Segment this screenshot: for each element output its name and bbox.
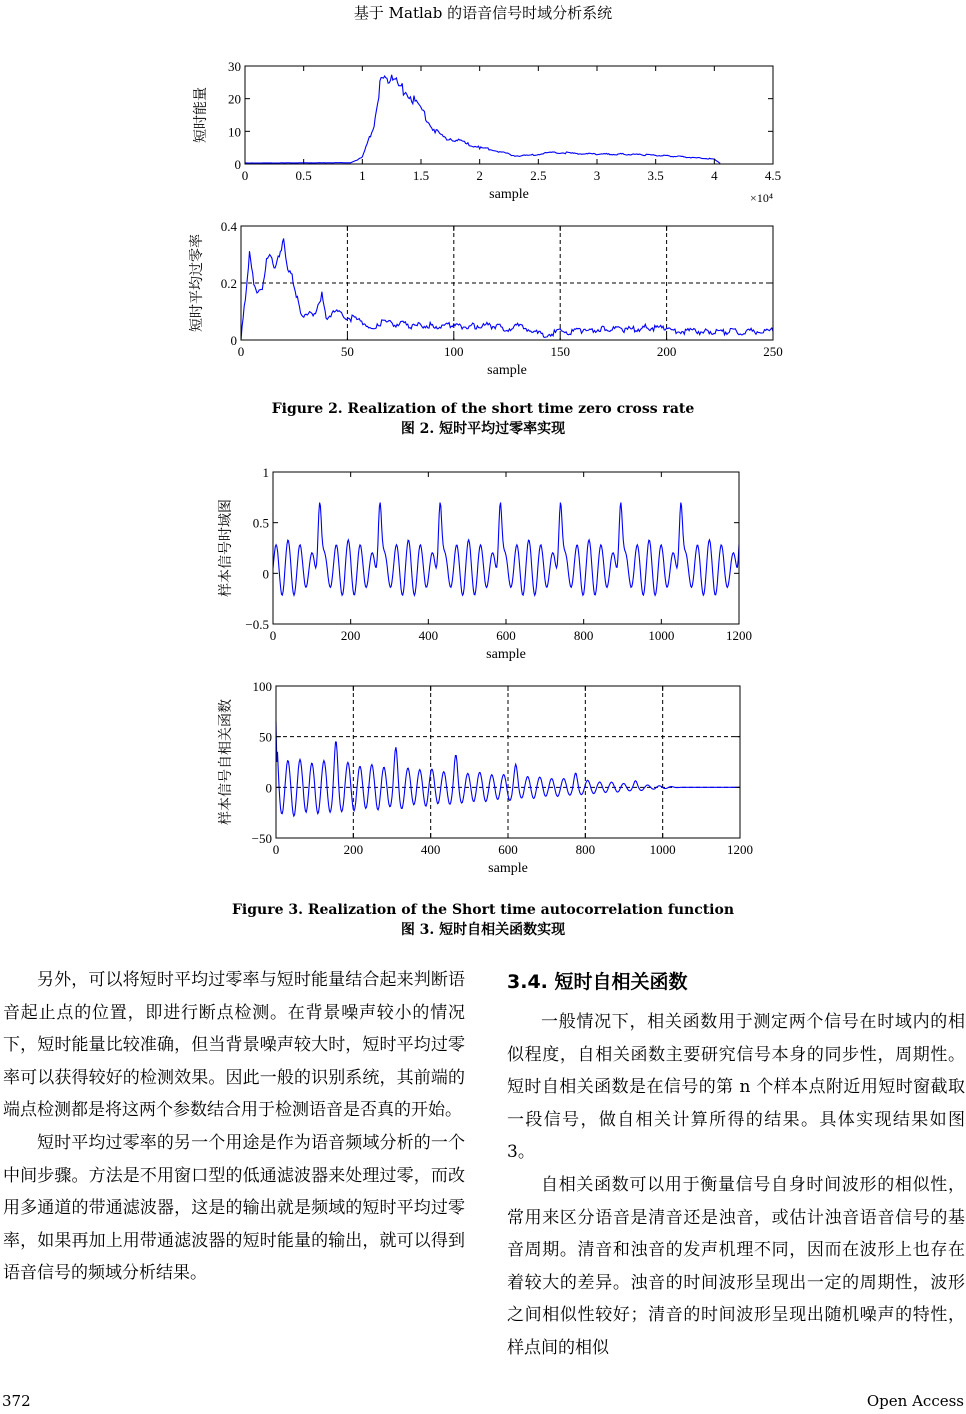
x-axis-label: sample — [489, 187, 529, 202]
data-line — [241, 239, 773, 341]
y-tick-label: 0.5 — [252, 515, 269, 531]
y-tick-label: −0.5 — [245, 617, 269, 632]
y-tick-label: 0 — [262, 566, 269, 582]
x-tick-label: 50 — [340, 344, 354, 359]
x-tick-label: 0.5 — [295, 168, 312, 183]
figure3-caption-en: Figure 3. Realization of the Short time autocorrelation function — [231, 902, 735, 918]
x-tick-label: 4 — [711, 168, 718, 183]
y-tick-label: 50 — [259, 729, 272, 745]
x-tick-label: 4.5 — [764, 168, 782, 183]
sample-signal-chart — [0, 460, 966, 660]
x-tick-label: 3 — [593, 168, 601, 183]
x-tick-label: 400 — [420, 842, 441, 857]
y-tick-label: 0.4 — [220, 219, 237, 234]
x-tick-label: 0 — [269, 628, 277, 643]
y-tick-label: 30 — [228, 59, 241, 74]
paragraph: 一般情况下，相关函数用于测定两个信号在时域内的相似程度，自相关函数主要研究信号本身的同步性，周期性。短时自相关函数是在信号的第 n 个样本点附近用短时窗截取一段信号，做自相关计算所得的结果。具体实现结果如图 3。 — [507, 1012, 965, 1163]
y-tick-label: 0.2 — [220, 276, 237, 291]
x-tick-label: 1200 — [727, 842, 753, 857]
data-line — [245, 75, 720, 164]
y-tick-label: 0 — [265, 780, 272, 796]
body-right-column — [507, 964, 965, 1365]
data-line — [273, 503, 739, 596]
x-tick-label: 200 — [656, 344, 677, 359]
x-tick-label: 150 — [550, 344, 570, 359]
x-tick-label: 800 — [575, 842, 596, 857]
y-tick-label: 1 — [262, 465, 269, 480]
short-time-energy-chart — [0, 56, 966, 216]
x-tick-label: 600 — [496, 628, 516, 643]
x-axis-label: sample — [488, 861, 528, 876]
x-tick-label: 200 — [343, 842, 364, 857]
x-tick-label: 800 — [573, 628, 594, 643]
publisher-label: Open Access — [866, 1392, 964, 1410]
x-tick-label: 1 — [359, 168, 366, 183]
y-tick-label: −50 — [251, 831, 272, 846]
axes-frame — [273, 472, 739, 624]
paragraph: 另外，可以将短时平均过零率与短时能量结合起来判断语音起止点的位置，即进行断点检测。在背景噪声较小的情况下，短时能量比较准确，但当背景噪声较大时，短时平均过零率可以获得较好的检测效果。因此一般的识别系统，其前端的端点检测都是将这两个参数结合用于检测语音是否真的开始。 — [3, 970, 465, 1121]
y-axis-label: 样本信号时域图 — [219, 499, 234, 597]
figure2-caption-en: Figure 2. Realization of the short time zero cross rate — [271, 401, 695, 417]
axes-frame — [245, 66, 773, 164]
x-tick-label: 1000 — [649, 842, 676, 857]
y-axis-label: 短时能量 — [194, 87, 209, 143]
paragraph: 短时平均过零率的另一个用途是作为语音频域分析的一个中间步骤。方法是不用窗口型的低通滤波器来处理过零，而改用多通道的带通滤波器，这是的输出就是频域的短时平均过零率，如果再加上用带通滤波器的短时能量的输出，就可以得到语音信号的频域分析结果。 — [3, 1132, 465, 1284]
figure3-caption-zh: 图 3. 短时自相关函数实现 — [400, 922, 566, 938]
page-number: 372 — [2, 1392, 31, 1410]
x-tick-label: 0 — [272, 842, 280, 857]
section-heading: 3.4. 短时自相关函数 — [507, 971, 688, 993]
running-header: 基于 Matlab 的语音信号时域分析系统 — [353, 4, 613, 22]
y-axis-label: 短时平均过零率 — [190, 234, 205, 332]
x-tick-label: 400 — [418, 628, 439, 643]
y-tick-label: 0 — [230, 333, 237, 348]
x-tick-label: 3.5 — [647, 168, 664, 183]
y-tick-label: 0 — [234, 157, 241, 172]
x-tick-label: 1200 — [726, 628, 752, 643]
y-axis-label: 样本信号自相关函数 — [219, 699, 234, 825]
x-tick-label: 1000 — [648, 628, 675, 643]
x-tick-label: 0 — [241, 168, 249, 183]
x-tick-label: 600 — [498, 842, 518, 857]
x-tick-label: 200 — [340, 628, 361, 643]
paragraph: 自相关函数可以用于衡量信号自身时间波形的相似性，常用来区分语音是清音还是浊音，或估计浊音语音信号的基音周期。清音和浊音的发声机理不同，因而在波形上也存在着较大的差异。浊音的时间波形呈现出一定的周期性，波形之间相似性较好；清音的时间波形呈现出随机噪声的特性，样点间的相似 — [507, 1174, 965, 1358]
x-tick-label: 1.5 — [412, 168, 430, 183]
zero-cross-rate-chart — [0, 216, 966, 382]
body-left-column — [3, 964, 465, 1290]
x-tick-label: 0 — [237, 344, 245, 359]
x-axis-label: sample — [487, 363, 527, 378]
figure2-caption-zh: 图 2. 短时平均过零率实现 — [400, 421, 566, 437]
autocorrelation-chart — [0, 674, 966, 884]
x-tick-label: 2 — [476, 168, 483, 183]
y-tick-label: 20 — [228, 91, 241, 107]
y-tick-label: 10 — [228, 124, 241, 140]
x-tick-label: 100 — [444, 344, 464, 359]
x-tick-label: 250 — [763, 344, 783, 359]
x-tick-label: 2.5 — [530, 168, 547, 183]
y-tick-label: 100 — [252, 679, 272, 694]
x-multiplier-label: ×10⁴ — [750, 191, 773, 205]
x-axis-label: sample — [486, 647, 526, 662]
